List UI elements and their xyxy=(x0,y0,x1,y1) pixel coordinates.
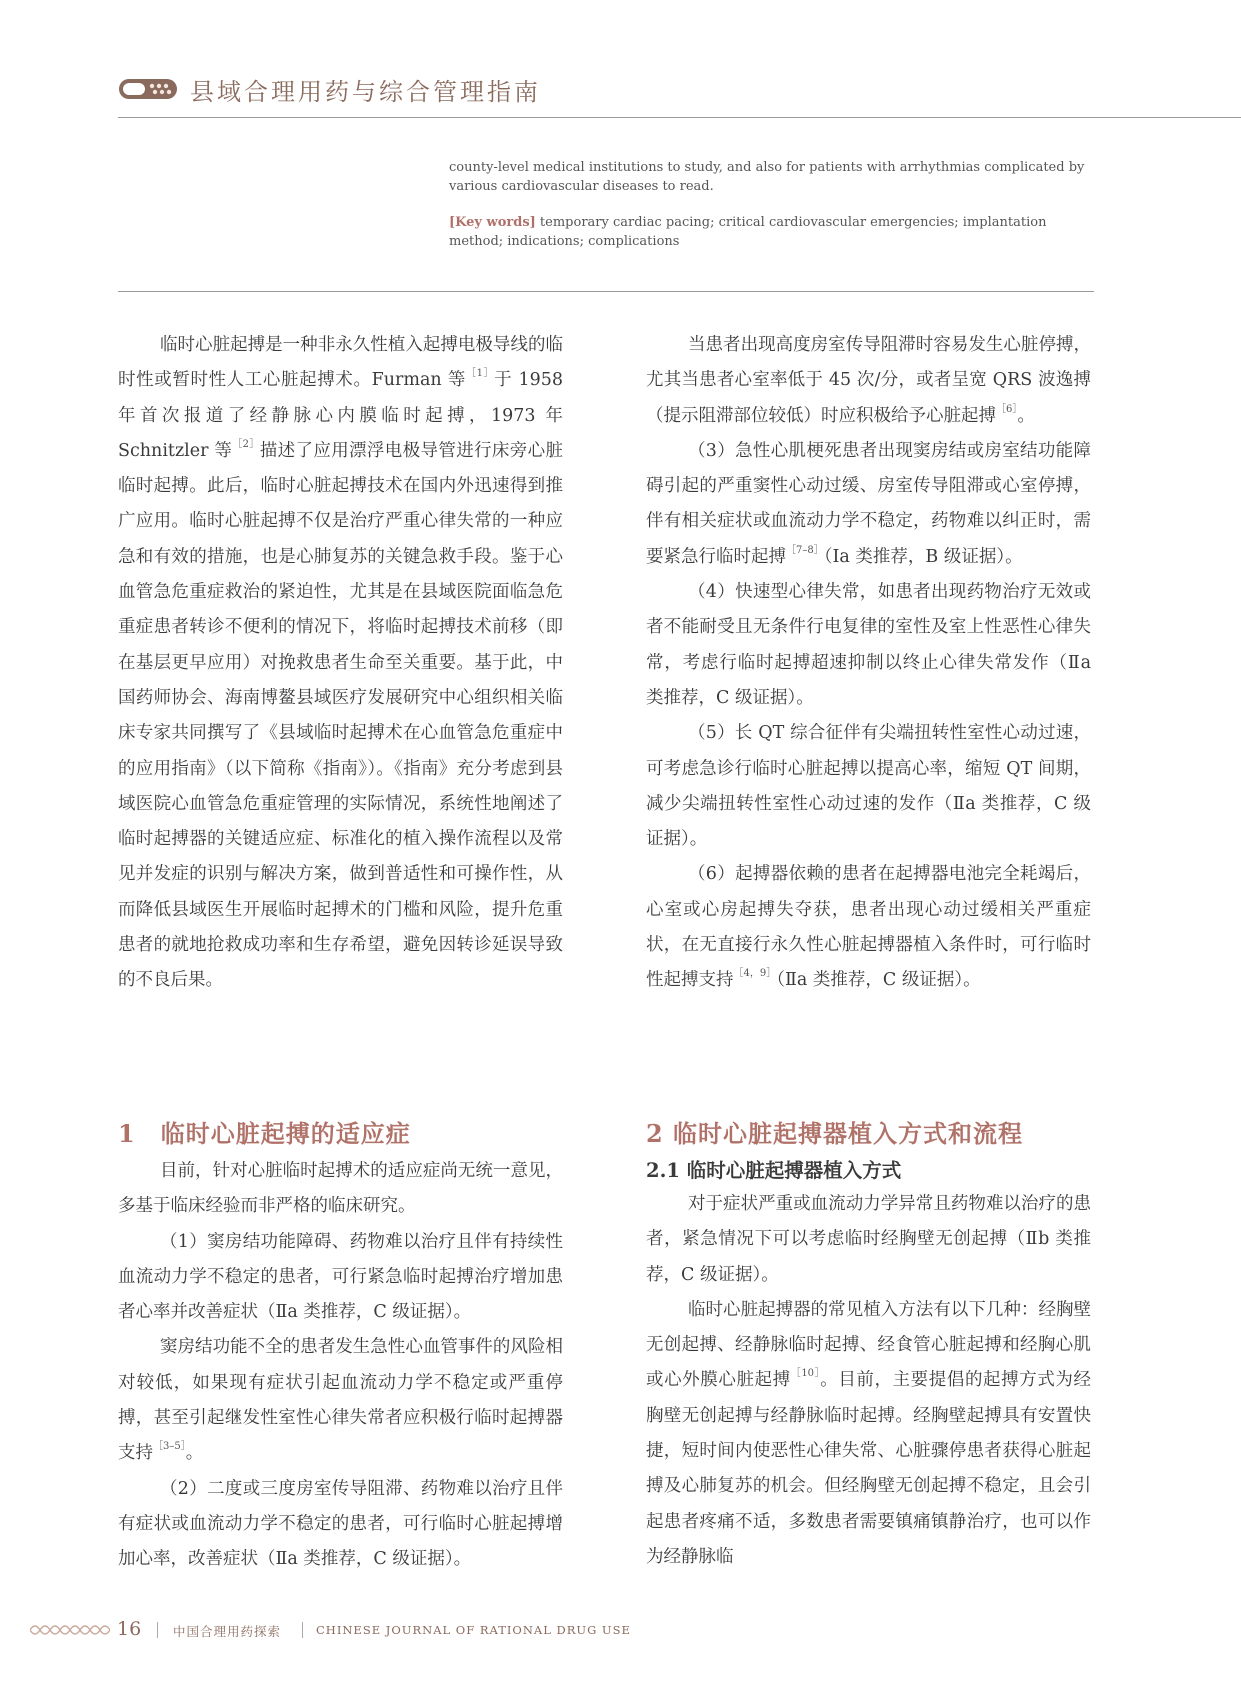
section2-paragraph: 对于症状严重或血流动力学异常且药物难以治疗的患者，紧急情况下可以考虑临时经胸壁无创起搏（Ⅱb 类推荐，C 级证据）。 xyxy=(646,1194,1091,1285)
indication-paragraph xyxy=(646,328,1091,434)
indication-paragraph: （5）长 QT 综合征伴有尖端扭转性室性心动过速，可考虑急诊行临时心脏起搏以提高心率，缩短 QT 间期，减少尖端扭转性室性心动过速的发作（Ⅱa 类推荐，C 级证据）。 xyxy=(646,723,1091,850)
citation-ref: ［3–5］ xyxy=(153,1441,186,1453)
indication-paragraph xyxy=(646,857,1091,998)
keywords-label: [Key words] xyxy=(449,215,536,230)
footer-separator xyxy=(157,1622,158,1638)
page-header xyxy=(118,68,1241,112)
section1-paragraph xyxy=(118,1330,563,1471)
journal-logo-icon xyxy=(118,77,178,101)
intro-paragraph xyxy=(118,328,563,999)
page-footer xyxy=(30,1618,730,1642)
intro-text-2: 于 1958 年首次报道了经静脉心内膜临时起搏，1973 年 Schnitzler 等 xyxy=(118,370,563,461)
journal-section-title: 县域合理用药与综合管理指南 xyxy=(190,78,541,106)
footer-separator xyxy=(302,1622,303,1638)
footer-journal-en: CHINESE JOURNAL OF RATIONAL DRUG USE xyxy=(316,1623,631,1637)
wave-ornament-icon xyxy=(30,1622,110,1638)
citation-ref: ［4，9］ xyxy=(733,968,777,980)
citation-ref: ［2］ xyxy=(232,438,260,450)
paragraph-text-end: （Ⅱa 类推荐，C 级证据）。 xyxy=(776,970,981,991)
left-column xyxy=(118,328,563,999)
abstract-text-end: county-level medical institutions to study, and also for patients with arrhythmias complicated by various cardiovascular diseases to read. xyxy=(449,160,1085,194)
page-number: 16 xyxy=(117,1618,142,1640)
citation-ref: ［6］ xyxy=(996,403,1018,415)
paragraph-text-end: 。目前，主要提倡的起搏方式为经胸壁无创起搏与经静脉临时起搏。经胸壁起搏具有安置快捷，短时间内使恶性心律失常、心脏骤停患者获得心脏起搏及心肺复苏的机会。但经胸壁无创起搏不稳定，且会引起患者疼痛不适，多数患者需要镇痛镇静治疗，也可以作为经静脉临 xyxy=(646,1370,1092,1567)
keywords-block xyxy=(449,213,1094,251)
paragraph-text-end: 。 xyxy=(185,1443,204,1464)
citation-ref: ［1］ xyxy=(465,368,495,380)
section1-paragraph: （1）窦房结功能障碍、药物难以治疗且伴有持续性血流动力学不稳定的患者，可行紧急临时起搏治疗增加患者心率并改善症状（Ⅱa 类推荐，C 级证据）。 xyxy=(118,1231,563,1323)
section-2-1-heading: 2.1 临时心脏起搏器植入方式 xyxy=(646,1159,902,1182)
section-2-heading: 2 临时心脏起搏器植入方式和流程 xyxy=(646,1119,1024,1148)
abstract-divider xyxy=(118,291,1094,292)
section2-paragraph xyxy=(646,1293,1091,1575)
keywords-text: temporary cardiac pacing; critical cardiovascular emergencies; implantation method; indications; complications xyxy=(449,215,1047,249)
indication-paragraph: （4）快速型心律失常，如患者出现药物治疗无效或者不能耐受且无条件行电复律的室性及室上性恶性心律失常，考虑行临时起搏超速抑制以终止心律失常发作（Ⅱa 类推荐，C 级证据）。 xyxy=(646,582,1091,708)
paragraph-text-end: 。 xyxy=(1017,405,1035,426)
paragraph-text: （3）急性心肌梗死患者出现窦房结或房室结功能障碍引起的严重窦性心动过缓、房室传导阻滞或心室停搏，伴有相关症状或血流动力学不稳定，药物难以纠正时，需要紧急行临时起搏 xyxy=(646,440,1091,567)
section1-paragraph: （2）二度或三度房室传导阻滞、药物难以治疗且伴有症状或血流动力学不稳定的患者，可行临时心脏起搏增加心率，改善症状（Ⅱa 类推荐，C 级证据）。 xyxy=(118,1478,563,1570)
citation-ref: ［7–8］ xyxy=(786,544,824,556)
indication-paragraph xyxy=(646,434,1091,575)
paragraph-text: 窦房结功能不全的患者发生急性心血管事件的风险相对较低，如果现有症状引起血流动力学不稳定或严重停搏，甚至引起继发性室性心律失常者应积极行临时起搏器支持 xyxy=(118,1337,563,1464)
left-column-section1 xyxy=(118,1114,563,1578)
intro-text-3: 描述了应用漂浮电极导管进行床旁心脏临时起搏。此后，临时心脏起搏技术在国内外迅速得到推广应用。临时心脏起搏不仅是治疗严重心律失常的一种应急和有效的措施，也是心肺复苏的关键急救手段。鉴于心血管急危重症救治的紧迫性，尤其是在县域医院面临急危重症患者转诊不便利的情况下，将临时起搏技术前移（即在基层更早应用）对挽救患者生命至关重要。基于此，中国药师协会、海南博鳌县域医疗发展研究中心组织相关临床专家共同撰写了《县域临时起搏术在心血管急危重症中的应用指南》（以下简称《指南》）。《指南》充分考虑到县域医院心血管急危重症管理的实际情况，系统性地阐述了临时起搏器的关键适应症、标准化的植入操作流程以及常见并发症的识别与解决方案，做到普适性和可操作性，从而降低县域医生开展临时起搏术的门槛和风险，提升危重患者的就地抢救成功率和生存希望，避免因转诊延误导致的不良后果。 xyxy=(118,440,564,991)
paragraph-text: 临时心脏起搏器的常见植入方法有以下几种：经胸壁无创起搏、经静脉临时起搏、经食管心脏起搏和经胸心肌或心外膜心脏起搏 xyxy=(646,1299,1091,1391)
intro-text-1: 临时心脏起搏是一种非永久性植入起搏电极导线的临时性或暂时性人工心脏起搏术。Furman 等 xyxy=(118,335,563,391)
section1-paragraph: 目前，针对心脏临时起搏术的适应症尚无统一意见，多基于临床经验而非严格的临床研究。 xyxy=(118,1161,563,1217)
right-column xyxy=(646,328,1091,999)
footer-journal-cn: 中国合理用药探索 xyxy=(173,1624,282,1639)
paragraph-text: 当患者出现高度房室传导阻滞时容易发生心脏停搏，尤其当患者心室率低于 45 次/分，或者呈宽 QRS 波逸搏（提示阻滞部位较低）时应积极给予心脏起搏 xyxy=(646,335,1091,426)
paragraph-text-end: （Ⅰa 类推荐，B 级证据）。 xyxy=(823,546,1023,567)
header-divider xyxy=(118,117,1241,118)
paragraph-text: （6）起搏器依赖的患者在起搏器电池完全耗竭后，心室或心房起搏失夺获，患者出现心动过缓相关严重症状，在无直接行永久性心脏起搏器植入条件时，可行临时性起搏支持 xyxy=(646,864,1091,991)
right-column-section2 xyxy=(646,1114,1091,1575)
section-1-heading: 1 临时心脏起搏的适应症 xyxy=(118,1119,411,1148)
citation-ref: ［10］ xyxy=(790,1368,821,1380)
